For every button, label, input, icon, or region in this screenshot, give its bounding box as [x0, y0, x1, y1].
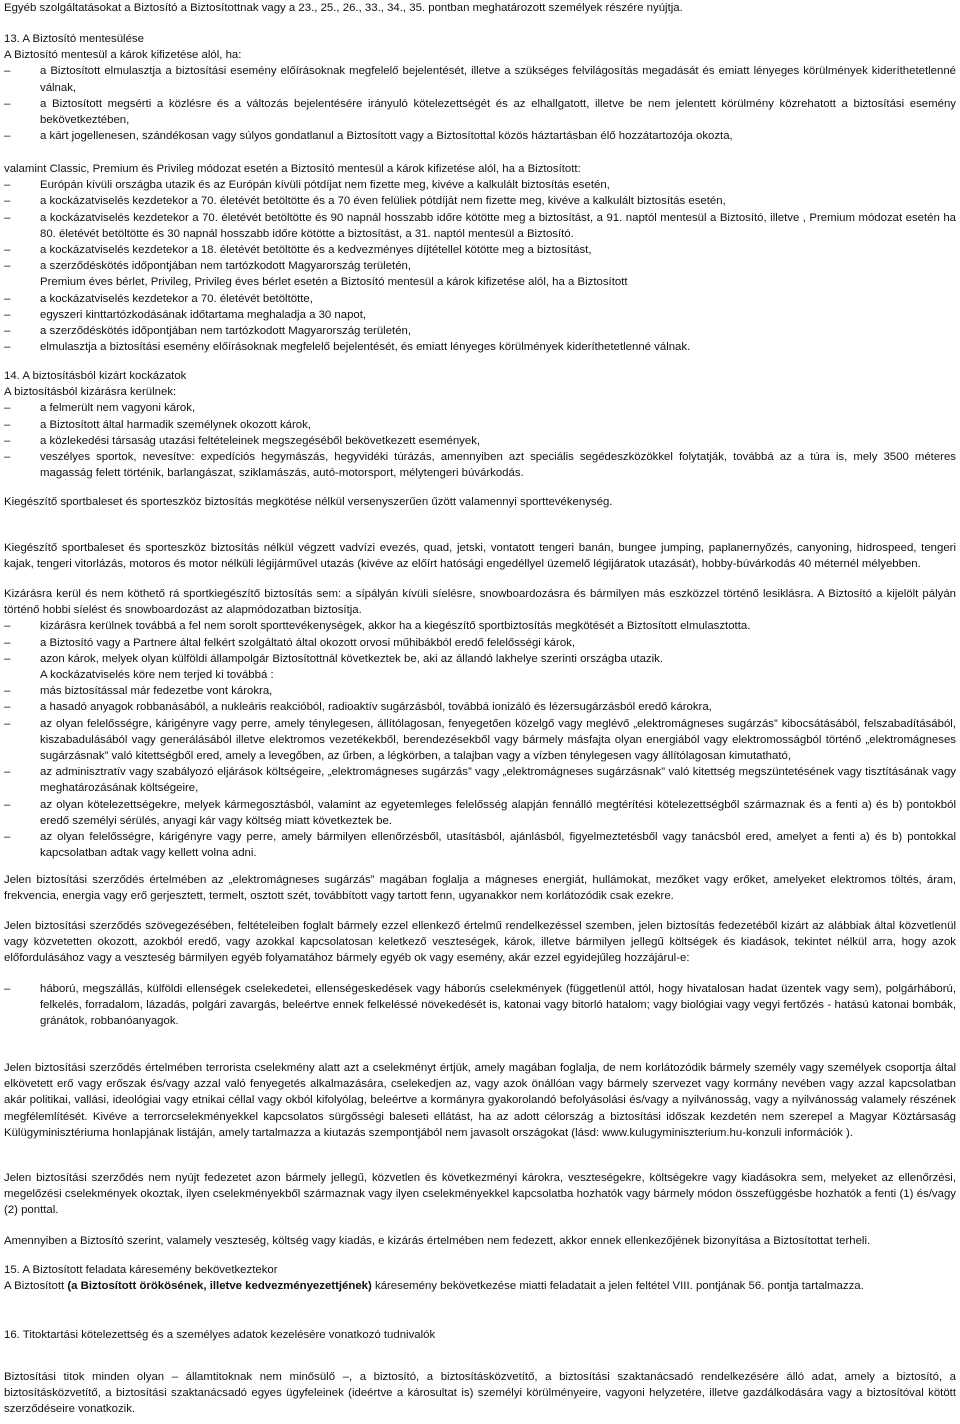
- list-item: – a szerződéskötés időpontjában nem tartózkodott Magyarország területén,: [4, 323, 956, 339]
- emr-definition: [4, 872, 956, 904]
- list-item: – a Biztosított megsérti a közlésre és a változás bejelentésére irányuló kötelezettségét és az elhallgatott, illetve be nem jelentett körülmény közrehatott a biztosítási esemény bekövetkeztében,: [4, 96, 956, 128]
- war-lead-text: Jelen biztosítási szerződés szövegezésében, feltételeiben foglalt bármely ezzel ellenkező értelmű rendelkezéssel szemben, jelen biztosítás fedezetéből kizárt az alábbiak által közvetlenül vagy közvetetten okozott, azokból eredő, vagy azokkal kapcsolatosan keletkező veszteségek, károk, illetve bármilyen jellegű költségek és kiadások, tekintet nélkül arra, hogy azok előfordulásához vagy a veszteség bármilyen egyéb folyamatához bármely egyéb ok vagy esemény, akár ezzel egyidejűleg hozzájárul-e:: [4, 920, 956, 965]
- list-item: – a felmerült nem vagyoni károk,: [4, 400, 956, 416]
- list-item: – a szerződéskötés időpontjában nem tartózkodott Magyarország területén,: [4, 258, 956, 274]
- section-16-text-block: [4, 1369, 956, 1418]
- burden-text: Amennyiben a Biztosító szerint, valamely veszteség, költség vagy kiadás, e kizárás értelmében nem fedezett, akkor ennek ellenkezőjének bizonyítása a Biztosítottat terheli.: [4, 1235, 871, 1247]
- sport2-text: Kiegészítő sportbaleset és sporteszköz biztosítás nélkül végzett vadvízi evezés, quad, jetski, vontatott tengeri banán, bungee jumping, paplanernyőzés, canyoning, hidrospeed, tengeri kajak, tengeri vitorlázás, motoros és motor nélküli légijárművel utazás (kivéve az előírt hatósági engedéllyel üzemelő légijáratok utazását), hobby-búvárkodás 40 méternél mélyebben.: [4, 542, 956, 571]
- sport1-text: Kiegészítő sportbaleset és sporteszköz biztosítás megkötése nélkül versenyszerűen űzött valamennyi sporttevékenység.: [4, 496, 613, 508]
- section-13-lead: A Biztosító mentesül a károk kifizetése alól, ha:: [4, 49, 242, 62]
- terror-block: [4, 1060, 956, 1141]
- list-item: – a Biztosító vagy a Partnere által felkért szolgáltató által okozott orvosi műhibákból eredő felelősségi károk,: [4, 635, 956, 651]
- section-14: [4, 368, 956, 481]
- list-item: – azon károk, melyek olyan külföldi állampolgár Biztosítottnál következtek be, aki az állandó lakhelye szerinti országba utazik.: [4, 651, 956, 667]
- list-item: – veszélyes sportok, nevesítve: expedíciós hegymászás, hegyvidéki túrázás, amennyiben azt speciális segédeszközökkel folytatják, továbbá az a túra is, mely 3500 méteres magasság felett történik, barlangászat, sziklamászás, autó-motorsport, mélytengeri búvárkodás.: [4, 449, 956, 481]
- list-item: – a Biztosított által harmadik személynek okozott károk,: [4, 417, 956, 433]
- ski-block: [4, 586, 956, 861]
- list-item: – kizárásra kerülnek továbbá a fel nem sorolt sporttevékenységek, akkor ha a kiegészítő sportbiztosítás megkötését a Biztosított elmulasztotta.: [4, 618, 956, 634]
- list-item: – a kockázatviselés kezdetekor a 70. életévét betöltötte és 90 napnál hosszabb időre kötötte meg a biztosítást, a 91. naptól mentesül a Biztosító, illetve , Premium módozat esetén ha 80. életévét betöltötte és 30 napnál hosszabb időre kötötte a biztosítást, a 31. naptól mentesül a Biztosító.: [4, 210, 956, 242]
- section-14-lead: A biztosításból kizárásra kerülnek:: [4, 386, 177, 399]
- list-item: – az olyan felelősségre, kárigényre vagy perre, amely ténylegesen, állítólagosan, fenyegetően közelgő vagy meglévő „elektromágneses sugárzás” kibocsátásából, felszabadításából, kiszabadulásából vagy generálásából illetve elektromos vezetékekből, berendezésekből vagy bármely másfajta olyan energiából vagy elektromosságból történő „elektromágneses sugárzásnak” való kitettségből ered, amely a levegőben, az űrben, a légkörben, a talajban vagy a vízben ténylegesen vagy állítólagosan kimutatható,: [4, 716, 956, 765]
- sport-paragraph-1: [4, 494, 956, 510]
- list-item: – a kockázatviselés kezdetekor a 70. életévét betöltötte és a 70 éven felüliek pótdíját nem fizette meg, kivéve a kalkulált biztosítás esetén,: [4, 193, 956, 209]
- section-16-text: Biztosítási titok minden olyan – államtitoknak nem minősülő –, a biztosító, a biztosításközvetítő, a biztosítási szaktanácsadó rendelkezésére álló adat, amely a biztosító, a biztosításközvetítő, a biztosítási szaktanácsadó egyes ügyfeleinek (ideértve a károsultat is) személyi körülményeire, vagyoni helyzetére, illetve gazdálkodására vagy a biztosítóval kötött szerződéseire vonatkozik.: [4, 1371, 956, 1416]
- sport-paragraph-2: [4, 540, 956, 572]
- intro-text: Egyéb szolgáltatásokat a Biztosító a Biztosítottnak vagy a 23., 25., 26., 33., 34., 35. pontban meghatározott személyek részére nyújtja.: [4, 2, 683, 14]
- classic-block: [4, 161, 956, 355]
- list-item: – a kockázatviselés kezdetekor a 70. életévét betöltötte,: [4, 291, 956, 307]
- s15-post: káresemény bekövetkezése miatti feladatait a jelen feltétel VIII. pontjának 56. pontja tartalmazza.: [371, 1280, 864, 1293]
- section-16-title: 16. Titoktartási kötelezettség és a személyes adatok kezelésére vonatkozó tudnivalók: [4, 1329, 436, 1341]
- list-item: – más biztosítással már fedezetbe vont károkra,: [4, 683, 956, 699]
- list-item: – a Biztosított elmulasztja a biztosítási esemény előírásoknak megfelelő bejelentését, illetve a szükséges felvilágosítás megadását és emiatt lényeges körülmények kideríthetetlenné válnak,: [4, 63, 956, 95]
- list-item: – az olyan felelősségre, kárigényre vagy perre, amely bármilyen ellenőrzésből, utasításból, ajánlásból, figyelmeztetésből vagy tanácsból ered, amelyet a fenti a) és b) pontokkal kapcsolatban adtak vagy kellett volna adni.: [4, 829, 956, 861]
- coverage-lead: A kockázatviselés köre nem terjed ki továbbá :: [40, 669, 274, 682]
- list-item: – Európán kívüli országba utazik és az Európán kívüli pótdíjat nem fizette meg, kivéve a kalkulált biztosítás esetén,: [4, 177, 956, 193]
- section-15: [4, 1262, 956, 1294]
- emr-definition-text: Jelen biztosítási szerződés értelmében az „elektromágneses sugárzás” magában foglalja a mágneses energiát, hullámokat, mezőket vagy erőket, amelyeket elektromos töltés, áram, frekvencia, energia vagy erő gerjesztett, termelt, osztott szét, továbbított vagy tartott fenn, ugyanakkor nem korlátozódik csak ezekre.: [4, 874, 956, 903]
- nocover-block: [4, 1170, 956, 1219]
- section-15-title: 15. A Biztosított feladata káresemény bekövetkeztekor: [4, 1264, 278, 1276]
- ski-text: Kizárásra kerül és nem köthető rá sportkiegészítő biztosítás sem: a sípályán kívüli síelésre, snowboardozásra és bármilyen más eszközzel történő lesiklásra. A Biztosító a kijelölt pályán történő hobbi síelést és snowboardozást az alapmódozatban biztosítja.: [4, 588, 956, 617]
- terror-text: Jelen biztosítási szerződés értelmében terrorista cselekmény alatt azt a cselekményt értjük, amely magában foglalja, de nem korlátozódik bármely személy vagy személyek csoportja által elkövetett erő vagy erőszak és/vagy azzal való fenyegetés alkalmazására, cselekedjen az, vagy azok önállóan vagy bármely szervezet vagy kormány nevében vagy azzal kapcsolatban akár politikai, vallási, ideológiai vagy etnikai céllal vagy okból kifolyólag, beleértve a kormányra gyakorolandó befolyásolási és/vagy a nyilvánosság, vagy a nyilvánosság valamely részének megfélemlítését. Kivéve a terrorcselekményekkel kapcsolatos sürgősségi baleseti ellátást, ha az adott célország a biztosítási időszak kezdetén nem szerepel a Magyar Köztársaság Külügyminisztériuma honlapjának listáján, amely tartalmazza a kiutazás szempontjából nem javasolt országokat (lásd: www.kulugyminiszterium.hu-konzuli információk ).: [4, 1062, 956, 1139]
- section-13-title: 13. A Biztosító mentesülése: [4, 33, 144, 45]
- list-item: – egyszeri kinttartózkodásának időtartama meghaladja a 30 napot,: [4, 307, 956, 323]
- list-item: – a kockázatviselés kezdetekor a 18. életévét betöltötte és a kedvezményes díjtétellel kötötte meg a biztosítást,: [4, 242, 956, 258]
- list-item: – háború, megszállás, külföldi ellenségek cselekedetei, ellenségeskedések vagy háborús cselekmények (függetlenül attól, hogy hivatalosan hadat üzentek vagy sem), polgárháború, felkelés, forradalom, lázadás, polgári zavargás, beleértve ennek felkeléssé növekedését is, katonai vagy bitorló hatalom; vagy biológiai vagy vegyi fertőzés - hatású katonai bombák, gránátok, robbanóanyagok.: [4, 981, 956, 1030]
- section-14-title: 14. A biztosításból kizárt kockázatok: [4, 370, 187, 382]
- war-item-block: [4, 981, 956, 1030]
- list-item: – a hasadó anyagok robbanásából, a nukleáris reakcióból, radioaktív sugárzásból, továbbá ionizáló és lézersugárzásból eredő károkra,: [4, 699, 956, 715]
- nocover-text: Jelen biztosítási szerződés nem nyújt fedezetet azon bármely jellegű, közvetlen és következményi károkra, veszteségekre, költségekre vagy kiadásokra sem, melyeket az ellenőrzési, megelőzési cselekmények okoztak, ilyen cselekményekből származnak vagy ilyen cselekményekkel kapcsolatba hozhatók vagy bármely módon összefüggésbe hozhatók a fenti (1) és/vagy (2) ponttal.: [4, 1172, 956, 1217]
- section-13: [4, 31, 956, 144]
- premium-lead: Premium éves bérlet, Privileg, Privileg éves bérlet esetén a Biztosító mentesül a károk kifizetése alól, ha a Biztosított: [40, 276, 628, 289]
- s15-bold: (a Biztosított örökösének, illetve kedvezményezettjének): [67, 1280, 372, 1293]
- intro-block: [4, 0, 956, 16]
- classic-lead: valamint Classic, Premium és Privileg módozat esetén a Biztosító mentesül a károk kifizetése alól, ha a Biztosított:: [4, 163, 581, 175]
- burden-block: [4, 1233, 956, 1249]
- section-16-title-block: [4, 1327, 956, 1343]
- section-15-text: [4, 1278, 956, 1294]
- list-item: – elmulasztja a biztosítási esemény előírásoknak megfelelő bejelentését, és emiatt lényeges körülmények kideríthetetlenné válnak.: [4, 339, 956, 355]
- war-block: [4, 918, 956, 967]
- s15-pre: A Biztosított: [4, 1280, 68, 1293]
- list-item: – az adminisztratív vagy szabályozó eljárások költségeire, „elektromágneses sugárzás” vagy „elektromágneses sugárzásnak” való kitettség megszüntetésének vagy tisztításának vagy meghatározásának költségeire,: [4, 764, 956, 796]
- list-item: – a közlekedési társaság utazási feltételeinek megszegéséből bekövetkezett események,: [4, 433, 956, 449]
- list-item: – az olyan kötelezettségekre, melyek kármegosztásból, valamint az egyetemleges felelősség alapján fennálló megtérítési kötelezettségből származnak és a fenti a) és b) pontokból eredő személyi sérülés, anyagi kár vagy költség miatt következtek be.: [4, 797, 956, 829]
- list-item: – a kárt jogellenesen, szándékosan vagy súlyos gondatlanul a Biztosított vagy a Biztosítottal közös háztartásban élő hozzátartozója okozta,: [4, 128, 956, 144]
